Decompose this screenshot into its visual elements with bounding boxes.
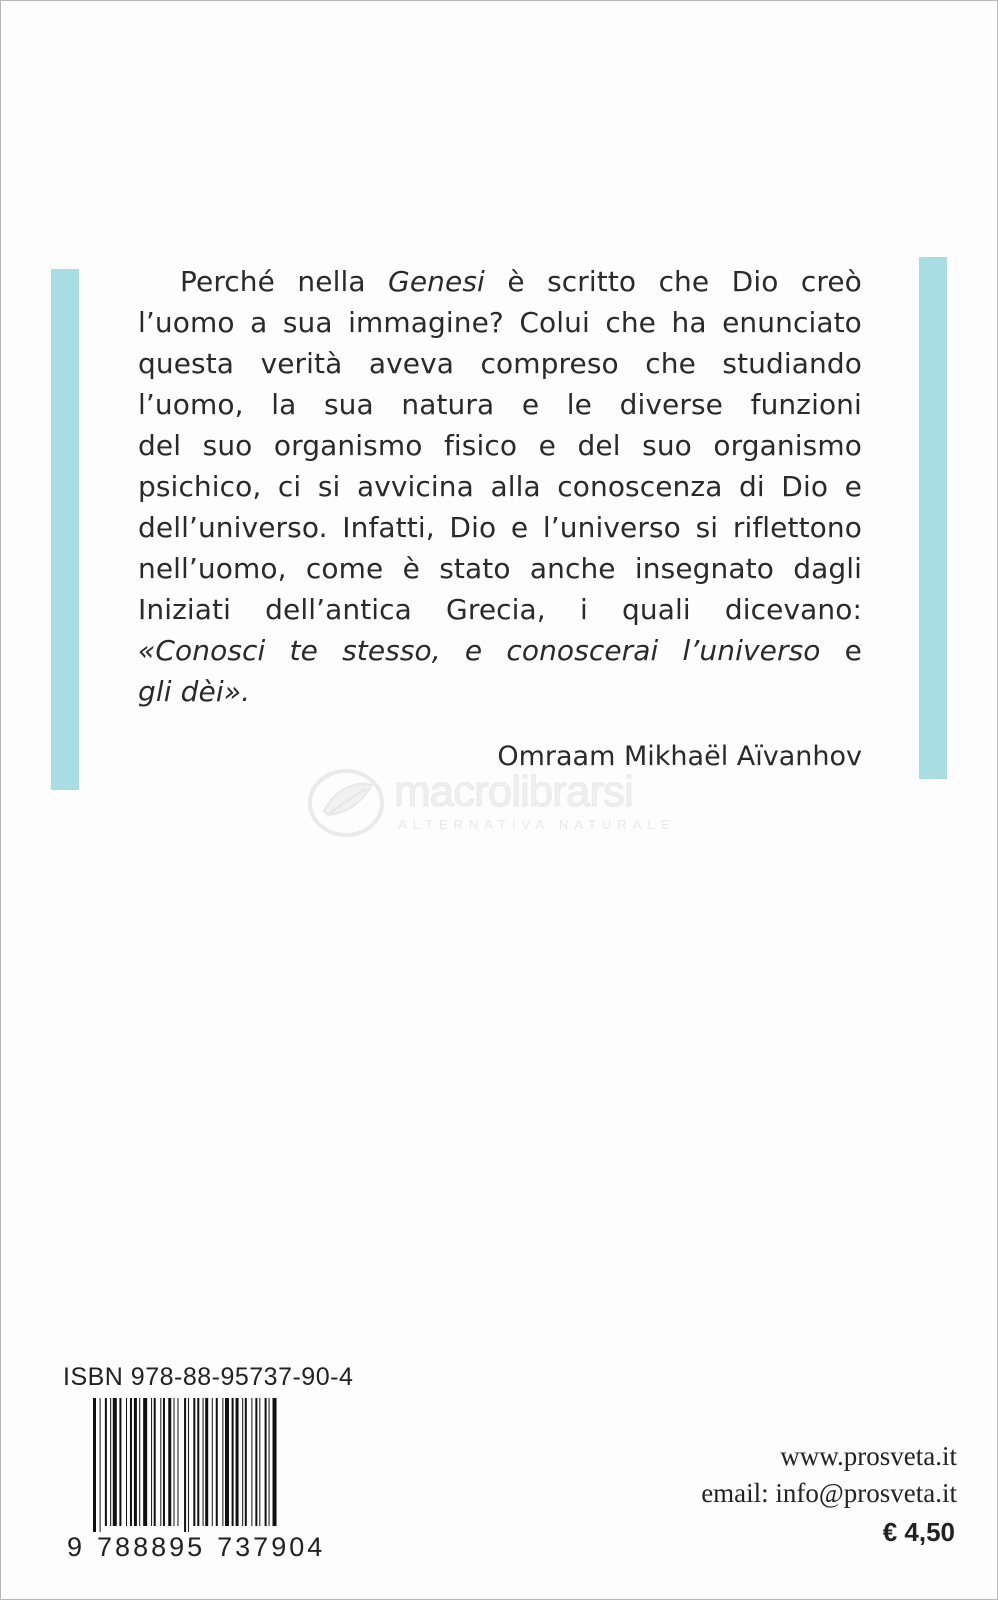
barcode-bar — [139, 1398, 140, 1526]
barcode-bar — [126, 1398, 127, 1526]
barcode-bar — [151, 1398, 152, 1526]
author-name: Omraam Mikhaël Aïvanhov — [497, 741, 862, 772]
barcode-bar — [205, 1398, 208, 1526]
barcode-bar — [203, 1398, 204, 1526]
barcode-bar — [160, 1398, 161, 1526]
barcode-bar — [105, 1398, 107, 1526]
publisher-email: email: info@prosveta.it — [701, 1478, 957, 1508]
blurb-line: questa verità aveva compreso che studiando — [138, 347, 862, 380]
watermark-tagline: ALTERNATIVA NATURALE — [398, 817, 676, 832]
barcode-digits: 9 788895 737904 — [67, 1532, 326, 1562]
barcode-bar — [269, 1398, 270, 1526]
blurb-line: nell’uomo, come è stato anche insegnato dagli — [138, 552, 862, 585]
blurb-line: dell’universo. Infatti, Dio e l’universo si riflettono — [138, 511, 862, 544]
barcode-bar — [197, 1398, 199, 1526]
isbn-label: ISBN 978-88-95737-90-4 — [63, 1363, 354, 1391]
barcode-bar — [134, 1398, 137, 1526]
blurb-line: del suo organismo fisico e del suo organismo — [138, 429, 862, 462]
blurb-line: Iniziati dell’antica Grecia, i quali dicevano: — [138, 593, 862, 626]
barcode-bar — [93, 1398, 96, 1538]
watermark-name: macrolibrarsi — [394, 767, 633, 816]
barcode-bar — [255, 1398, 257, 1526]
barcode-icon — [93, 1398, 357, 1538]
barcode-bar — [113, 1398, 117, 1526]
barcode-bar — [163, 1398, 165, 1526]
barcode-bar — [251, 1398, 252, 1526]
barcode-bar — [222, 1398, 223, 1526]
leaf-logo-icon — [306, 767, 386, 839]
barcode-bar — [119, 1398, 121, 1526]
blurb-line: «Conosci te stesso, e conoscerai l’universo e — [138, 634, 862, 667]
barcode-bar — [216, 1398, 218, 1526]
price-label: € 4,50 — [882, 1517, 955, 1547]
publisher-website: www.prosveta.it — [780, 1441, 957, 1471]
blurb-line: Perché nella Genesi è scritto che Dio creò — [180, 265, 862, 298]
barcode-bar — [110, 1398, 111, 1526]
barcode-bar — [236, 1398, 239, 1526]
blurb-line: l’uomo, la sua natura e le diverse funzioni — [138, 388, 862, 421]
barcode-bar — [188, 1398, 189, 1538]
barcode-bar — [232, 1398, 234, 1526]
barcode-bar — [184, 1398, 186, 1538]
barcode-bar — [154, 1398, 156, 1526]
blurb-line: gli dèi». — [138, 675, 251, 708]
barcode-bar — [143, 1398, 147, 1526]
barcode-bar — [100, 1398, 101, 1538]
barcode-bar — [177, 1398, 178, 1526]
barcode-bar — [259, 1398, 260, 1526]
right-accent-bar — [919, 257, 947, 779]
barcode-bar — [174, 1398, 175, 1526]
barcode-bar — [168, 1398, 171, 1526]
watermark — [306, 767, 706, 839]
barcode-bar — [273, 1398, 277, 1526]
barcode-bar — [225, 1398, 229, 1526]
barcode-bar — [130, 1398, 132, 1526]
barcode-bar — [242, 1398, 243, 1526]
blurb-text — [138, 261, 862, 712]
barcode-bar — [193, 1398, 195, 1526]
barcode-bar — [212, 1398, 213, 1526]
blurb-line: psichico, ci si avvicina alla conoscenza di Dio e — [138, 470, 862, 503]
barcode-bar — [245, 1398, 247, 1526]
left-accent-bar — [51, 269, 79, 790]
blurb-line: l’uomo a sua immagine? Colui che ha enunciato — [138, 306, 862, 339]
barcode-bar — [265, 1398, 267, 1526]
